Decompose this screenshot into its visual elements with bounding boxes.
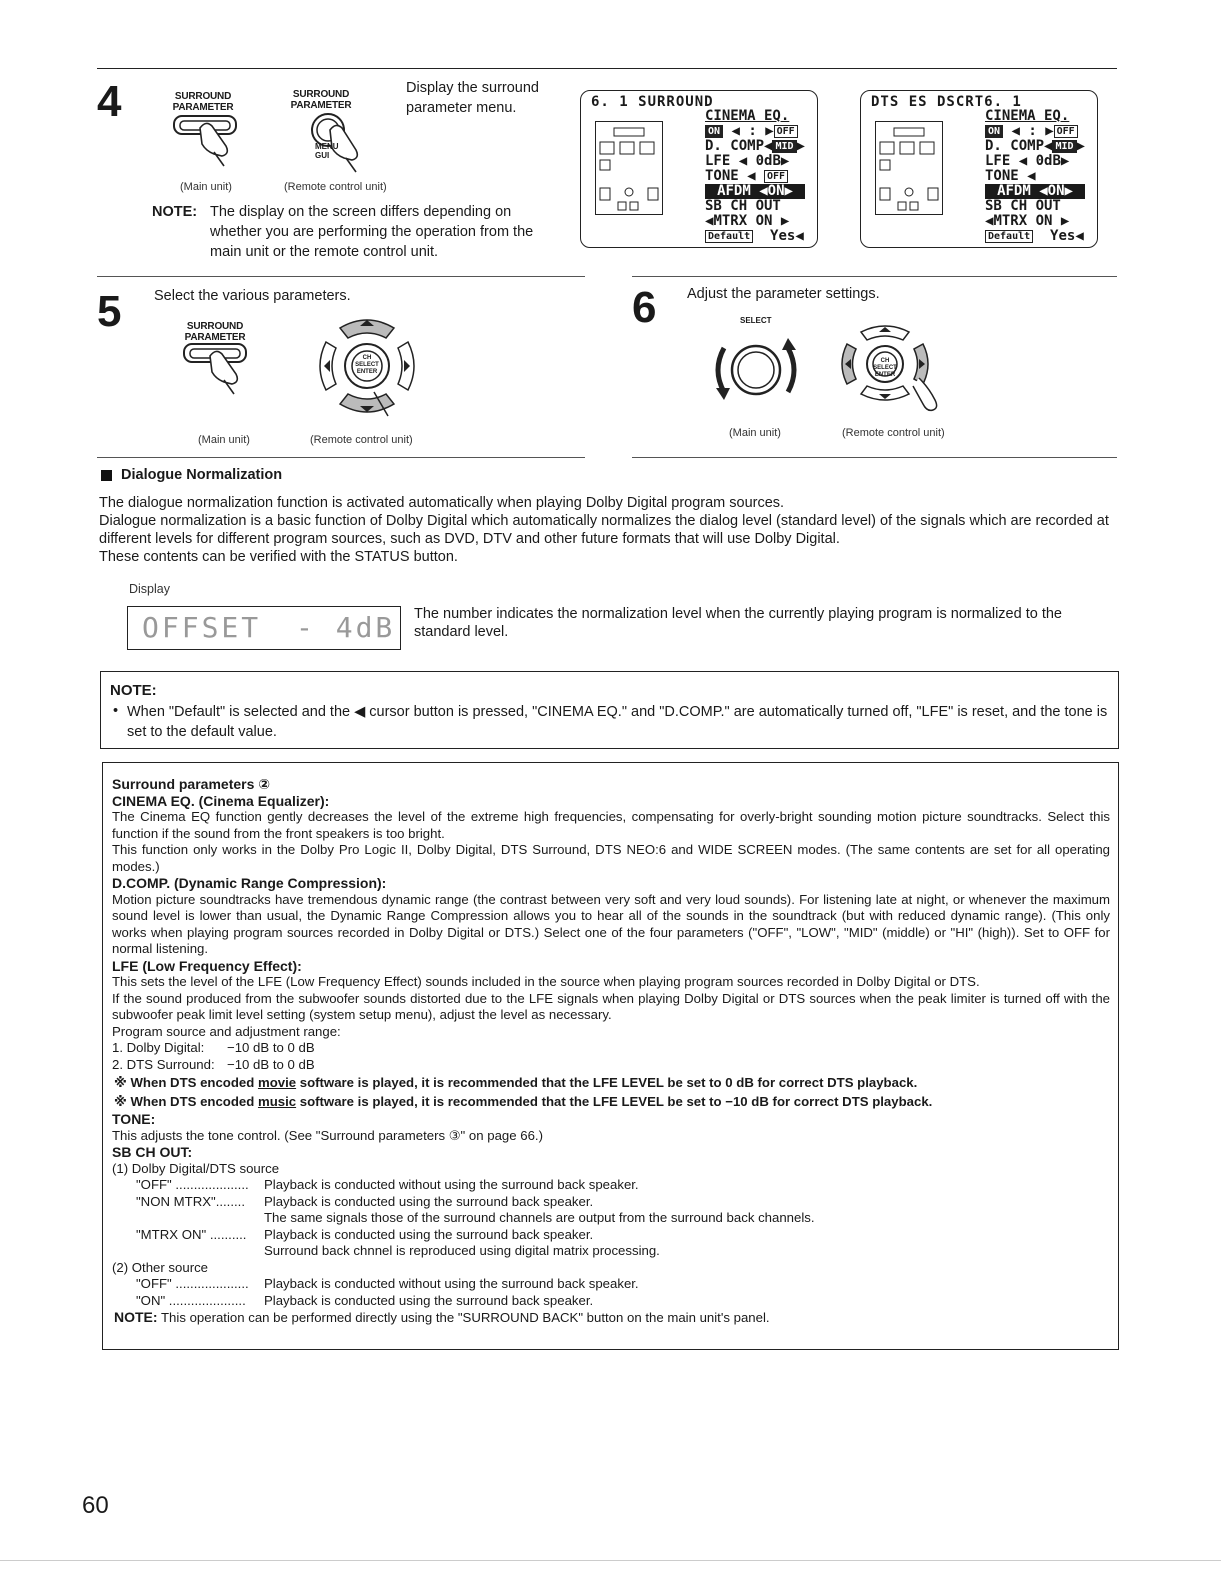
sb1-key: "NON MTRX"........	[136, 1193, 246, 1209]
sb-note-text: This operation can be performed directly using the "SURROUND BACK" button on the main unit's panel.	[161, 1310, 770, 1325]
dialogue-para-2: Dialogue normalization is a basic function of Dolby Digital which automatically normalizes the dialog level (standard level) of the signals which are recorded at different levels for different program sources, such as DVD, DTV and other future formats that will use Dolby Digital.	[99, 513, 1109, 547]
on-chip: ON	[705, 125, 723, 138]
dcomp-text: Motion picture soundtracks have tremendous dynamic range (the contrast between very soft and very loud sounds). For listening late at night, or whenever the maximum sound level is lower than usual, the Dynamic Range Compression allows you to hear all of the sounds in the soundtrack (but with reduced dynamic range). (This only works when playing program sources recorded in Dolby Digital or DTS.) Select one of the four parameters ("OFF", "LOW", "MID" (middle) or "HI" (high)). Set to OFF for normal listening.	[112, 891, 1110, 956]
surround-parameters-content	[112, 776, 1110, 1327]
on-chip: ON	[985, 125, 1003, 138]
dts-music-warning	[112, 1092, 1110, 1111]
step-5-instruction: Select the various parameters.	[154, 288, 351, 304]
dcomp-heading: D.COMP. (Dynamic Range Compression):	[112, 875, 387, 891]
offset-display-right: - 4dB	[296, 611, 396, 644]
off-chip: OFF	[1054, 125, 1078, 138]
surround-parameters-box	[102, 762, 1119, 1350]
step-4-number: 4	[97, 77, 122, 126]
screen-header: DTS ES DSCRT6. 1	[871, 94, 1022, 110]
note-box	[100, 671, 1119, 749]
step-5-number: 5	[97, 287, 122, 336]
cinema-eq-text-1: The Cinema EQ function gently decreases the level of the extreme high frequencies, compensating for overly-bright sounding motion picture soundtracks. Select this function if the sound from the front speakers is too bright.	[112, 809, 1110, 841]
warn-1-pre: ※ When DTS encoded	[114, 1075, 258, 1090]
lfe-text-1: This sets the level of the LFE (Low Frequency Effect) sounds included in the source when playing program sources recorded in Dolby Digital or DTS.	[112, 974, 980, 989]
sb2-value: Playback is conducted without using the surround back speaker.	[264, 1276, 639, 1291]
mtrx-on-row: MTRX ON	[713, 213, 773, 229]
sb1-value: Surround back chnnel is reproduced using digital matrix processing.	[264, 1243, 660, 1258]
step-4-note	[152, 202, 552, 262]
surround-parameter-remote-label: SURROUND PARAMETER	[290, 89, 352, 111]
sb-source-1-title: (1) Dolby Digital/DTS source	[112, 1160, 280, 1176]
dialogue-text	[99, 494, 1121, 566]
warn-2-word: music	[257, 1094, 297, 1109]
dialogue-para-3: These contents can be verified with the STATUS button.	[99, 549, 458, 565]
step-6-rule	[632, 276, 1117, 277]
sb-ch-out-row: SB CH OUT	[705, 198, 781, 214]
step-4-instruction: Display the surround parameter menu.	[406, 80, 539, 116]
step-6-instruction: Adjust the parameter settings.	[687, 286, 880, 302]
yes-value: Yes	[770, 228, 796, 244]
sb1-value: The same signals those of the surround channels are output from the surround back channels.	[264, 1210, 815, 1225]
mtrx-on-row: MTRX ON	[993, 213, 1053, 229]
lfe-range-2-label: 2. DTS Surround:	[112, 1056, 215, 1072]
warn-1-post: software is played, it is recommended that the LFE LEVEL be set to 0 dB for correct DTS playback.	[296, 1075, 918, 1090]
warn-2-post: software is played, it is recommended that the LFE LEVEL be set to −10 dB for correct DTS playback.	[296, 1094, 933, 1109]
osd-screen-surround: 6. 1 SURROUND CINEMA EQ. ON ◀ : ▶ OFF D. COMP◀ MID ▶ LFE ◀ 0dB▶ TONE ◀ OFF AFDM ◀ON▶ SB CH OUT ◀MTRX ON ▶ Default Yes◀	[580, 90, 818, 248]
cinema-eq-row: CINEMA EQ.	[985, 108, 1070, 124]
dialogue-para-1: The dialogue normalization function is activated automatically when playing Dolby Digital program sources.	[99, 495, 785, 511]
lfe-range-1-label: 1. Dolby Digital:	[112, 1040, 205, 1055]
section-bullet-icon	[101, 470, 112, 481]
lfe-range-title: Program source and adjustment range:	[112, 1023, 341, 1039]
bottom-rule	[0, 1560, 1221, 1561]
menu-gui-label: MENU GUI	[315, 142, 339, 160]
tone-row: TONE	[985, 168, 1019, 184]
surround-parameter-label: SURROUND PARAMETER	[172, 91, 234, 113]
afdm-on-value: ON	[1047, 183, 1065, 199]
sb1-value: Playback is conducted without using the surround back speaker.	[264, 1177, 639, 1192]
step-6-main-caption: (Main unit)	[729, 427, 781, 439]
tone-heading: TONE:	[112, 1111, 156, 1127]
lfe-value: 0dB	[1035, 153, 1061, 169]
lfe-text-2: If the sound produced from the subwoofer sounds distorted due to the LFE signals when playing Dolby Digital or DTS sources when the peak limiter is turned off with the subwoofer peak limit level setting (system setup menu), adjust the level as necessary.	[112, 990, 1110, 1022]
speaker-layout-icon	[595, 121, 663, 215]
offset-display	[127, 606, 401, 650]
step-5-remote-caption: (Remote control unit)	[310, 434, 413, 446]
note-bullet-icon: •	[113, 703, 119, 719]
lfe-row: LFE	[985, 153, 1011, 169]
sb2-value: Playback is conducted using the surround back speaker.	[264, 1292, 594, 1308]
select-knob-icon	[702, 326, 812, 416]
step-4-note-label: NOTE:	[152, 204, 198, 220]
cinema-eq-heading: CINEMA EQ. (Cinema Equalizer):	[112, 792, 330, 809]
display-description: The number indicates the normalization level when the currently playing program is normalized to the standard level.	[414, 606, 1062, 640]
step-6-bottom-rule	[632, 457, 1117, 458]
step-5-bottom-rule	[97, 457, 585, 458]
top-rule	[97, 68, 1117, 69]
note-box-title: NOTE:	[110, 682, 157, 699]
step-6-number: 6	[632, 283, 657, 332]
lfe-range-1-value: −10 dB to 0 dB	[227, 1040, 315, 1055]
ch-select-label: CH SELECT ENTER	[355, 355, 379, 375]
lfe-row: LFE	[705, 153, 731, 169]
offset-display-left: OFFSET	[142, 611, 262, 644]
lfe-heading: LFE (Low Frequency Effect):	[112, 957, 302, 974]
step-4-remote-caption: (Remote control unit)	[284, 181, 387, 193]
off-chip: OFF	[774, 125, 798, 138]
ch-select-label: CH SELECT ENTER	[873, 358, 897, 378]
step-4-note-text: The display on the screen differs depending on whether you are performing the operation from the main unit or the remote control unit.	[210, 204, 534, 260]
note-box-text: When "Default" is selected and the ◀ cursor button is pressed, "CINEMA EQ." and "D.COMP." are automatically turned off, "LFE" is reset, and the tone is set to the default value.	[127, 704, 1108, 740]
mid-chip: MID	[1052, 140, 1076, 153]
afdm-on-value: ON	[767, 183, 785, 199]
step-6-remote-caption: (Remote control unit)	[842, 427, 945, 439]
tone-row: TONE	[705, 168, 739, 184]
dcomp-row: D. COMP	[705, 138, 765, 154]
step-5-rule	[97, 276, 585, 277]
tone-off-chip: OFF	[764, 170, 788, 183]
sb1-value: Playback is conducted using the surround back speaker.	[264, 1193, 594, 1209]
afdm-row: AFDM	[997, 183, 1031, 199]
default-chip: Default	[705, 230, 753, 243]
osd-screen-dts-es: DTS ES DSCRT6. 1 CINEMA EQ. ON ◀ : ▶ OFF D. COMP◀ MID ▶ LFE ◀ 0dB▶ TONE ◀ AFDM ◀ON▶ SB CH OUT ◀MTRX ON ▶ Default Yes◀	[860, 90, 1098, 248]
afdm-row: AFDM	[717, 183, 751, 199]
display-label: Display	[129, 582, 170, 596]
sb2-key: "ON" .....................	[136, 1292, 246, 1308]
sb-ch-out-heading: SB CH OUT:	[112, 1144, 193, 1160]
dcomp-row: D. COMP	[985, 138, 1045, 154]
default-chip: Default	[985, 230, 1033, 243]
cinema-eq-row: CINEMA EQ.	[705, 108, 790, 124]
lfe-value: 0dB	[755, 153, 781, 169]
sb1-value: Playback is conducted using the surround back speaker.	[264, 1226, 594, 1242]
surround-parameter-button-icon	[170, 112, 250, 172]
sb-note-label: NOTE:	[114, 1309, 158, 1325]
mid-chip: MID	[772, 140, 796, 153]
sb2-key: "OFF" ....................	[136, 1276, 249, 1291]
tone-text: This adjusts the tone control. (See "Surround parameters ③" on page 66.)	[112, 1127, 543, 1143]
menu-gui-button-icon	[300, 108, 380, 178]
step-4-main-caption: (Main unit)	[180, 181, 232, 193]
sb-ch-out-row: SB CH OUT	[985, 198, 1061, 214]
sb1-key: "MTRX ON" ..........	[136, 1226, 247, 1242]
yes-value: Yes	[1050, 228, 1076, 244]
sb1-key: "OFF" ....................	[136, 1177, 249, 1192]
dts-movie-warning	[112, 1073, 1110, 1092]
surround-params-title: Surround parameters ②	[112, 776, 271, 792]
warn-2-pre: ※ When DTS encoded	[114, 1094, 258, 1109]
page-number: 60	[82, 1492, 109, 1519]
screen-header: 6. 1 SURROUND	[591, 94, 714, 110]
select-label: SELECT	[740, 316, 772, 325]
cinema-eq-text-2: This function only works in the Dolby Pro Logic II, Dolby Digital, DTS Surround, DTS NEO:6 and WIDE SCREEN modes. (The same contents are set for all operating modes.)	[112, 842, 1110, 874]
surround-parameter-label: SURROUND PARAMETER	[184, 321, 246, 343]
sb-source-2-title: (2) Other source	[112, 1259, 209, 1275]
step-5-main-caption: (Main unit)	[198, 434, 250, 446]
warn-1-word: movie	[257, 1075, 297, 1090]
speaker-layout-icon	[875, 121, 943, 215]
dialogue-heading: Dialogue Normalization	[121, 467, 283, 483]
surround-parameter-button-icon	[180, 340, 260, 400]
lfe-range-2-value: −10 dB to 0 dB	[227, 1056, 315, 1072]
